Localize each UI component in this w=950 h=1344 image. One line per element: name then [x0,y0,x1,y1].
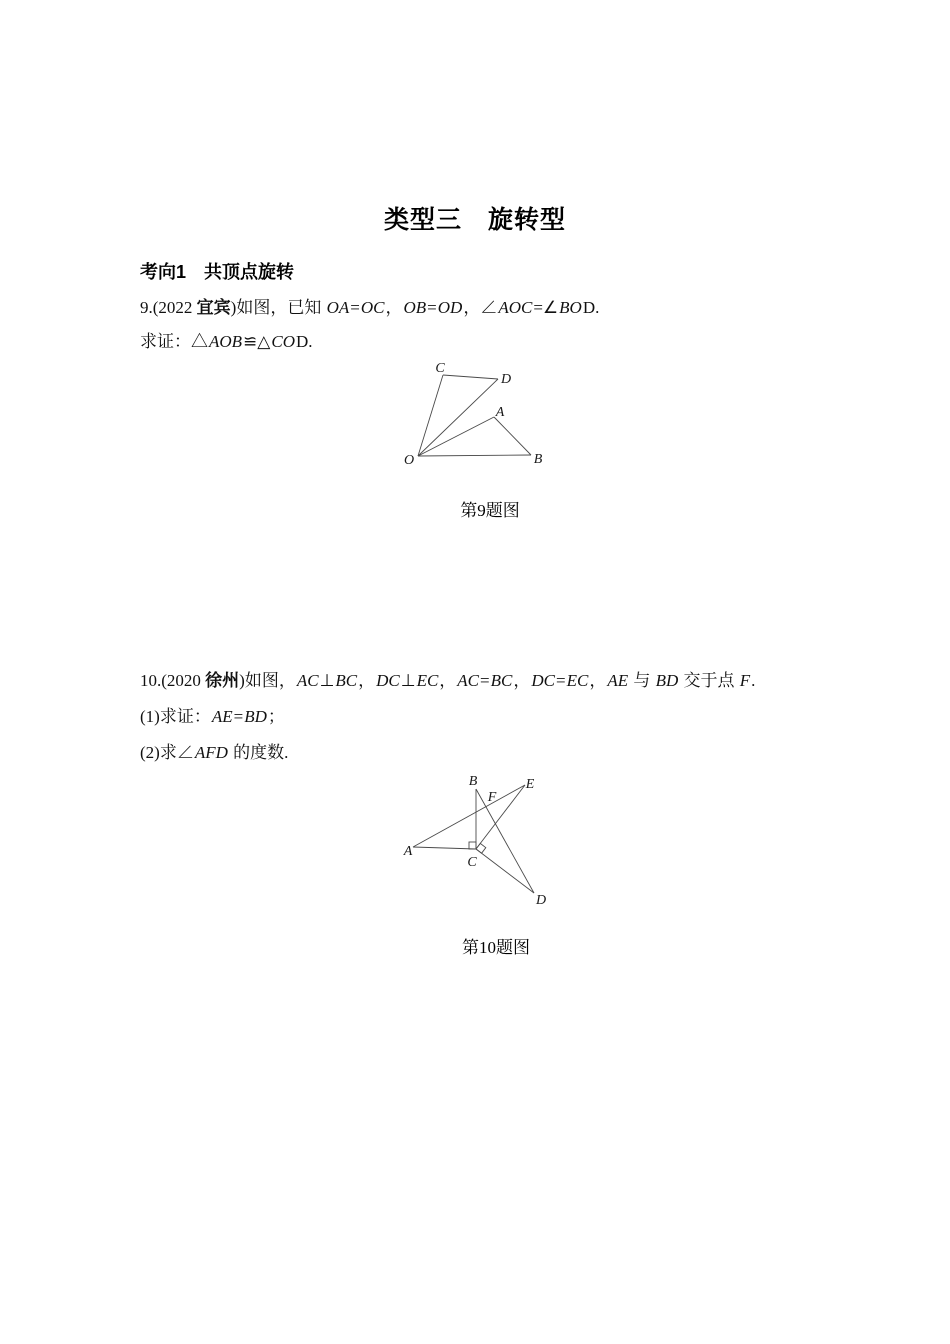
text-run: 徐州 [205,671,240,690]
text-run: D. [296,332,313,351]
text-run: (1)求证： [140,707,211,726]
figure-9-lines [418,375,531,456]
text-run: ，∠ [463,298,498,317]
segment-OB [418,455,531,456]
text-run: AFD [194,743,228,762]
figure-10-geometry [390,770,560,910]
text-run: CO [271,332,295,351]
text-run: OA [326,298,350,317]
text-run: F [739,671,751,690]
segment-AB [494,417,531,455]
vertex-label-D: D [535,893,547,908]
figure-10-lines [413,785,534,893]
vertex-label-B: B [468,774,478,789]
text-run: 10.(2020 [140,671,206,690]
vertex-label-B: B [533,452,543,467]
vertex-label-A: A [403,844,413,859]
problem9-statement [140,297,860,319]
text-run: BC [490,671,513,690]
segment-AE [413,785,525,847]
text-run: 求证：△ [140,332,208,351]
segment-CE [476,785,525,849]
text-run: BC [335,671,358,690]
text-run: ， [358,671,376,690]
text-run: BO [559,298,582,317]
vertex-label-C: C [435,361,445,376]
text-run: = [350,298,360,317]
vertex-label-A: A [495,405,505,420]
text-run: 与 [629,671,655,690]
text-run: = [480,671,490,690]
text-run: = [233,707,244,726]
text-run: DC [376,671,400,690]
text-run: 交于点 [679,671,739,690]
text-run: = [555,671,566,690]
text-run: = [427,298,437,317]
text-run: ， [385,298,403,317]
text-run: =∠ [533,298,559,317]
text-run: ⊥ [319,671,335,690]
problem10-part1 [140,706,860,728]
text-run: ⊥ [400,671,416,690]
figure-9-geometry [390,355,560,470]
text-run: AC [457,671,480,690]
text-run: ， [439,671,457,690]
text-run: ， [589,671,607,690]
problem10-statement [140,670,860,692]
text-run: EC [416,671,439,690]
text-run: AOC [498,298,533,317]
text-run: AC [296,671,319,690]
right-angle-mark-ACB [469,842,476,849]
vertex-label-D: D [500,372,512,387]
text-run: ； [267,707,285,726]
text-run: 9.(2022 [140,298,197,317]
segment-OA [418,417,494,456]
vertex-label-E: E [525,777,535,792]
segment-CD [476,849,534,893]
text-run: 宜宾 [196,298,231,317]
text-run: D. [582,298,600,317]
vertex-label-O: O [403,453,415,468]
vertex-label-F: F [487,790,497,805]
segment-CD [443,375,498,379]
text-run: DC [531,671,555,690]
problem9-prove [140,331,860,353]
text-run: AE [211,707,233,726]
text-run: BD [655,671,679,690]
text-run: AOB [209,332,243,351]
text-run: )如图， [239,671,296,690]
text-run: )如图，已知 [230,298,326,317]
text-run: 的度数. [228,743,289,762]
segment-BD [476,789,534,893]
text-run: OD [437,298,463,317]
text-run: . [751,671,756,690]
vertex-label-C: C [467,855,477,870]
text-run: OC [360,298,385,317]
figure-10-caption: 第10题图 [462,938,530,957]
text-run: AE [607,671,629,690]
text-run: (2)求∠ [140,743,194,762]
figure-9-caption: 第9题图 [460,501,520,520]
text-run: EC [566,671,589,690]
text-run: BD [244,707,267,726]
problem10-part2 [140,742,860,764]
page-title: 类型三 旋转型 [383,206,566,234]
text-run: OB [403,298,427,317]
section-header: 考向1 共顶点旋转 [140,262,295,282]
text-run: ≌△ [243,332,271,351]
segment-AC [413,847,476,849]
text-run: ， [513,671,531,690]
right-angle-mark-DCE [476,843,486,853]
